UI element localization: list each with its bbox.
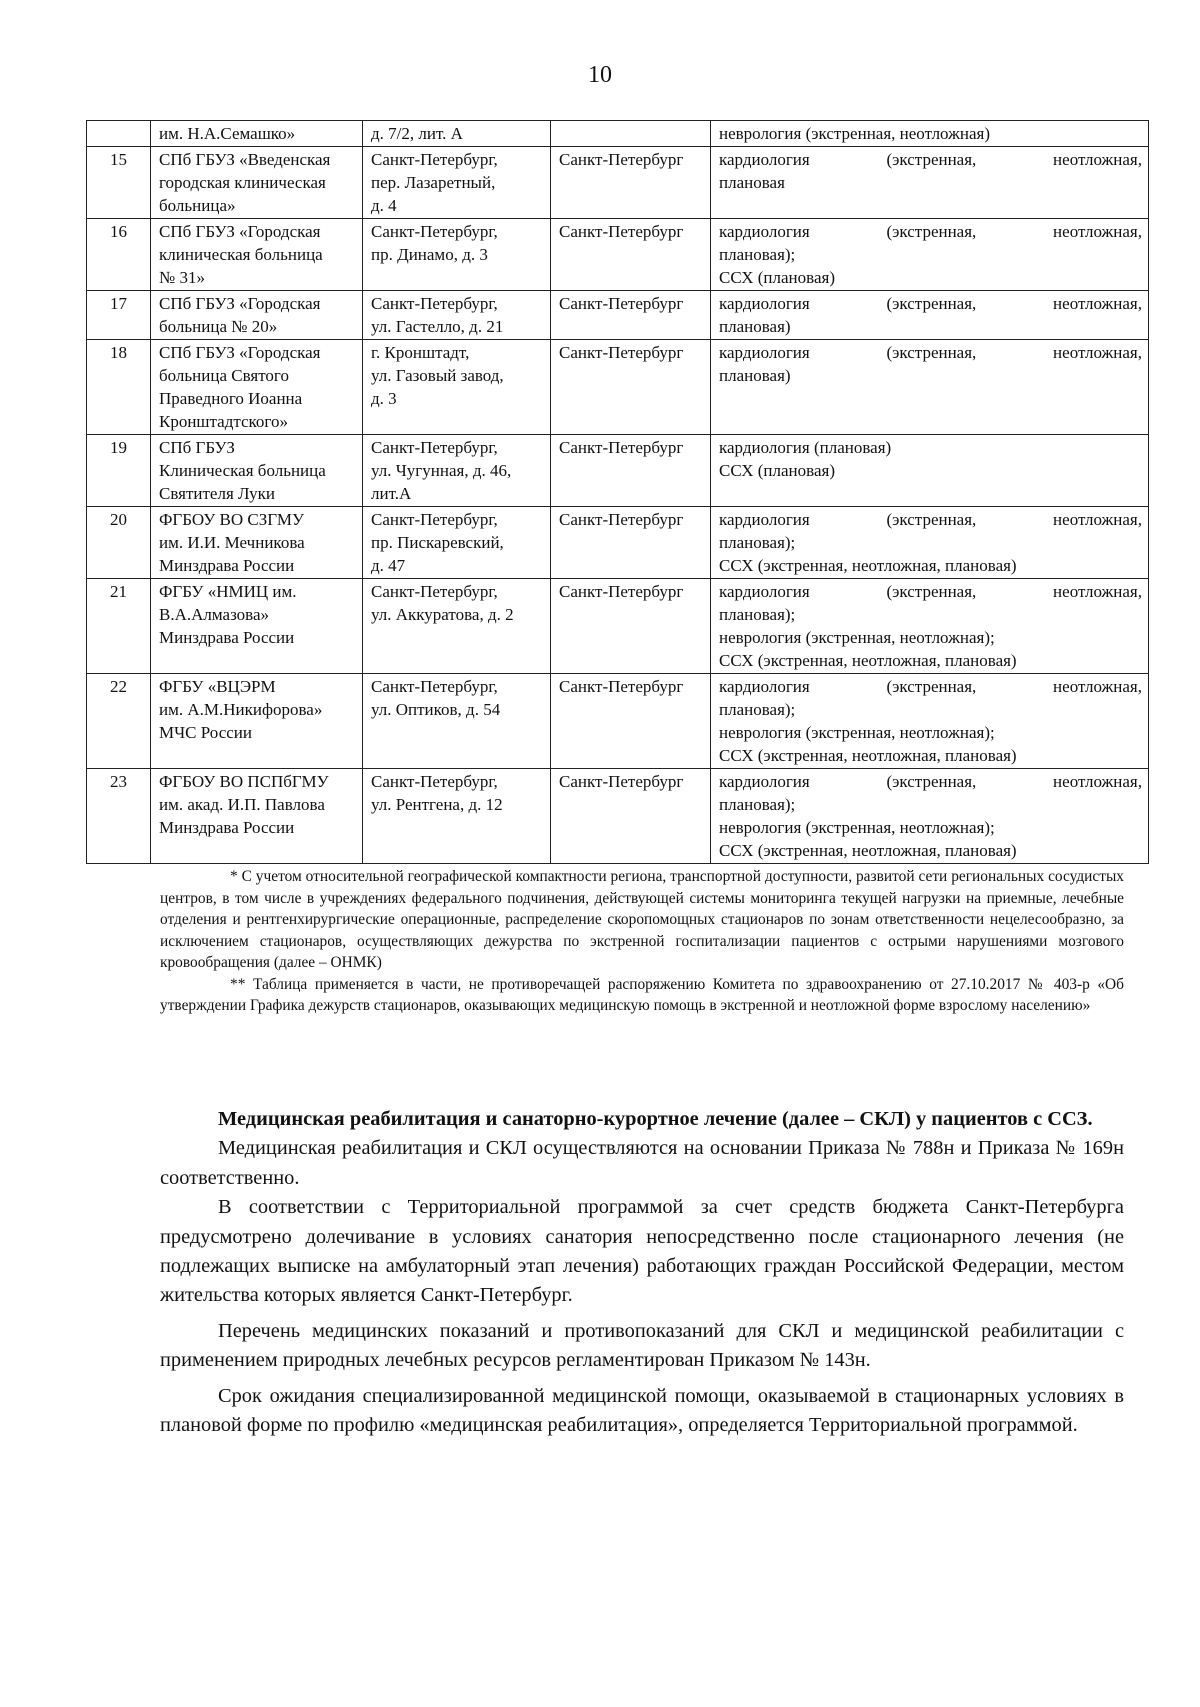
profile-line: неврология (экстренная, неотложная): [719, 124, 991, 143]
city-cell: [551, 121, 711, 147]
address-cell: [363, 147, 551, 219]
city-cell: [551, 147, 711, 219]
name-line: им. акад. И.П. Павлова: [159, 795, 325, 814]
profile-cell: [711, 674, 1149, 769]
profile-line: плановая);: [719, 533, 796, 552]
profile-line: кардиология (плановая): [719, 438, 892, 457]
institution-name-cell: [151, 219, 363, 291]
hospital-table-wrapper: [86, 120, 1148, 864]
profile-line: кардиология (экстренная, неотложная,: [719, 510, 1142, 529]
profile-line: кардиология (экстренная, неотложная,: [719, 772, 1142, 791]
institution-name-cell: [151, 769, 363, 864]
address-line: д. 3: [371, 389, 397, 408]
address-line: Санкт-Петербург,: [371, 438, 498, 457]
name-line: СПб ГБУЗ «Городская: [159, 222, 321, 241]
row-number: 16: [110, 222, 127, 241]
address-cell: [363, 435, 551, 507]
table-row: [87, 674, 1149, 769]
name-line: № 31»: [159, 268, 205, 287]
table-row: [87, 291, 1149, 340]
address-line: пр. Динамо, д. 3: [371, 245, 488, 264]
institution-name-cell: [151, 435, 363, 507]
name-line: Минздрава России: [159, 818, 295, 837]
address-line: ул. Газовый завод,: [371, 366, 504, 385]
city-cell: [551, 340, 711, 435]
address-cell: [363, 579, 551, 674]
row-number-cell: [87, 579, 151, 674]
name-line: больница Святого: [159, 366, 289, 385]
profile-line: плановая): [719, 317, 791, 336]
name-line: ФГБОУ ВО ПСПбГМУ: [159, 772, 329, 791]
profile-line: плановая: [719, 173, 785, 192]
name-line: МЧС России: [159, 723, 252, 742]
address-line: ул. Аккуратова, д. 2: [371, 605, 514, 624]
address-line: ул. Оптиков, д. 54: [371, 700, 501, 719]
row-number-cell: [87, 435, 151, 507]
city-cell: [551, 579, 711, 674]
profile-line: плановая);: [719, 605, 796, 624]
address-cell: [363, 121, 551, 147]
city-text: Санкт-Петербург: [559, 438, 684, 457]
address-line: д. 7/2, лит. А: [371, 124, 463, 143]
city-text: Санкт-Петербург: [559, 294, 684, 313]
profile-cell: [711, 507, 1149, 579]
institution-name-cell: [151, 340, 363, 435]
paragraph-2: В соответствии с Территориальной программой за счет средств бюджета Санкт-Петербурга предусмотрено долечивание в условиях санатория непосредственно после стационарного лечения (не подлежащих выписке на амбулаторный этап лечения) работающих граждан Российской Федерации, местом жительства которых является Санкт-Петербург.: [160, 1196, 1124, 1307]
row-number-cell: [87, 769, 151, 864]
address-line: ул. Чугунная, д. 46,: [371, 461, 512, 480]
profile-line: кардиология (экстренная, неотложная,: [719, 343, 1142, 362]
section-heading: Медицинская реабилитация и санаторно-курортное лечение (далее – СКЛ) у пациентов с ССЗ.: [218, 1108, 1093, 1130]
profile-cell: [711, 147, 1149, 219]
name-line: ФГБУ «ВЦЭРМ: [159, 677, 276, 696]
profile-line: кардиология (экстренная, неотложная,: [719, 582, 1142, 601]
profile-line: ССХ (экстренная, неотложная, плановая): [719, 841, 1017, 860]
name-line: Минздрава России: [159, 556, 295, 575]
address-cell: [363, 291, 551, 340]
table-row: [87, 219, 1149, 291]
hospital-table: [86, 120, 1149, 864]
city-cell: [551, 769, 711, 864]
profile-line: плановая): [719, 366, 791, 385]
row-number-cell: [87, 291, 151, 340]
address-line: Санкт-Петербург,: [371, 150, 498, 169]
footnote-2: ** Таблица применяется в части, не противоречащей распоряжению Комитета по здравоохранению от 27.10.2017 № 403-р «Об утверждении Графика дежурств стационаров, оказывающих медицинскую помощь в экстренной и неотложной форме взрослому населению»: [160, 975, 1124, 1014]
table-footnotes: [160, 866, 1124, 1017]
address-line: г. Кронштадт,: [371, 343, 470, 362]
table-row: [87, 435, 1149, 507]
address-line: д. 4: [371, 196, 397, 215]
profile-line: плановая);: [719, 245, 796, 264]
profile-line: неврология (экстренная, неотложная);: [719, 818, 995, 837]
city-cell: [551, 219, 711, 291]
city-text: Санкт-Петербург: [559, 582, 684, 601]
city-text: Санкт-Петербург: [559, 222, 684, 241]
address-line: ул. Гастелло, д. 21: [371, 317, 504, 336]
table-row: [87, 340, 1149, 435]
name-line: им. И.И. Мечникова: [159, 533, 305, 552]
profile-line: ССХ (плановая): [719, 268, 835, 287]
institution-name-cell: [151, 674, 363, 769]
institution-name-cell: [151, 579, 363, 674]
profile-line: кардиология (экстренная, неотложная,: [719, 222, 1142, 241]
institution-name-cell: [151, 121, 363, 147]
address-line: лит.А: [371, 484, 412, 503]
city-cell: [551, 674, 711, 769]
profile-line: кардиология (экстренная, неотложная,: [719, 150, 1142, 169]
profile-line: неврология (экстренная, неотложная);: [719, 628, 995, 647]
name-line: Кронштадтского»: [159, 412, 288, 431]
name-line: СПб ГБУЗ «Городская: [159, 294, 321, 313]
name-line: СПб ГБУЗ: [159, 438, 235, 457]
address-line: Санкт-Петербург,: [371, 677, 498, 696]
name-line: больница»: [159, 196, 236, 215]
paragraph-4: Срок ожидания специализированной медицинской помощи, оказываемой в стационарных условиях в плановой форме по профилю «медицинская реабилитация», определяется Территориальной программой.: [160, 1384, 1124, 1437]
table-row: [87, 507, 1149, 579]
hospital-table-body: [87, 121, 1149, 864]
profile-line: плановая);: [719, 795, 796, 814]
institution-name-cell: [151, 507, 363, 579]
row-number-cell: [87, 507, 151, 579]
profile-cell: [711, 121, 1149, 147]
table-row: [87, 147, 1149, 219]
name-line: Праведного Иоанна: [159, 389, 303, 408]
institution-name-cell: [151, 147, 363, 219]
address-cell: [363, 340, 551, 435]
city-text: Санкт-Петербург: [559, 150, 684, 169]
profile-cell: [711, 291, 1149, 340]
name-line: им. А.М.Никифорова»: [159, 700, 323, 719]
row-number-cell: [87, 147, 151, 219]
name-line: В.А.Алмазова»: [159, 605, 270, 624]
city-cell: [551, 291, 711, 340]
name-line: Клиническая больница: [159, 461, 326, 480]
row-number-cell: [87, 674, 151, 769]
name-line: ФГБОУ ВО СЗГМУ: [159, 510, 304, 529]
footnote-1: * С учетом относительной географической компактности региона, транспортной доступности, развитой сети региональных сосудистых центров, в том числе в учреждениях федерального подчинения, действующей системы мониторинга текущей нагрузки на приемные, лечебные отделения и рентгенхирургические операционные, распределение скоропомощных стационаров по зонам ответственности нецелесообразно, за исключением стационаров, осуществляющих дежурства по экстренной госпитализации пациентов с острыми нарушениями мозгового кровообращения (далее – ОНМК): [160, 868, 1124, 971]
row-number: 19: [110, 438, 127, 457]
address-line: пр. Пискаревский,: [371, 533, 504, 552]
profile-line: кардиология (экстренная, неотложная,: [719, 677, 1142, 696]
address-line: Санкт-Петербург,: [371, 222, 498, 241]
row-number: 23: [110, 772, 127, 791]
address-cell: [363, 507, 551, 579]
row-number-cell: [87, 121, 151, 147]
table-row: [87, 579, 1149, 674]
profile-line: ССХ (плановая): [719, 461, 835, 480]
paragraph-1: Медицинская реабилитация и СКЛ осуществляются на основании Приказа № 788н и Приказа № 169н соответственно.: [160, 1137, 1124, 1189]
profile-line: ССХ (экстренная, неотложная, плановая): [719, 746, 1017, 765]
profile-cell: [711, 769, 1149, 864]
profile-line: неврология (экстренная, неотложная);: [719, 723, 995, 742]
city-text: Санкт-Петербург: [559, 510, 684, 529]
profile-line: плановая);: [719, 700, 796, 719]
profile-line: ССХ (экстренная, неотложная, плановая): [719, 651, 1017, 670]
address-line: Санкт-Петербург,: [371, 510, 498, 529]
paragraph-3: Перечень медицинских показаний и противопоказаний для СКЛ и медицинской реабилитации с применением природных лечебных ресурсов регламентирован Приказом № 143н.: [160, 1319, 1124, 1372]
city-text: Санкт-Петербург: [559, 677, 684, 696]
row-number-cell: [87, 340, 151, 435]
address-line: ул. Рентгена, д. 12: [371, 795, 503, 814]
name-line: ФГБУ «НМИЦ им.: [159, 582, 297, 601]
name-line: СПб ГБУЗ «Введенская: [159, 150, 331, 169]
address-line: пер. Лазаретный,: [371, 173, 496, 192]
city-text: Санкт-Петербург: [559, 772, 684, 791]
city-cell: [551, 507, 711, 579]
rehabilitation-section: [160, 1105, 1124, 1440]
institution-name-cell: [151, 291, 363, 340]
page-number: 10: [588, 62, 612, 88]
city-cell: [551, 435, 711, 507]
name-line: им. Н.А.Семашко»: [159, 124, 296, 143]
table-row: [87, 121, 1149, 147]
row-number: 18: [110, 343, 127, 362]
name-line: Минздрава России: [159, 628, 295, 647]
row-number-cell: [87, 219, 151, 291]
address-line: Санкт-Петербург,: [371, 294, 498, 313]
row-number: 17: [110, 294, 127, 313]
profile-cell: [711, 340, 1149, 435]
city-text: Санкт-Петербург: [559, 343, 684, 362]
address-cell: [363, 219, 551, 291]
address-cell: [363, 674, 551, 769]
name-line: СПб ГБУЗ «Городская: [159, 343, 321, 362]
row-number: 15: [110, 150, 127, 169]
profile-line: ССХ (экстренная, неотложная, плановая): [719, 556, 1017, 575]
name-line: больница № 20»: [159, 317, 278, 336]
table-row: [87, 769, 1149, 864]
profile-cell: [711, 579, 1149, 674]
name-line: Святителя Луки: [159, 484, 275, 503]
profile-cell: [711, 219, 1149, 291]
profile-cell: [711, 435, 1149, 507]
address-line: д. 47: [371, 556, 406, 575]
address-cell: [363, 769, 551, 864]
profile-line: кардиология (экстренная, неотложная,: [719, 294, 1142, 313]
row-number: 20: [110, 510, 127, 529]
name-line: клиническая больница: [159, 245, 323, 264]
row-number: 21: [110, 582, 127, 601]
row-number: 22: [110, 677, 127, 696]
address-line: Санкт-Петербург,: [371, 582, 498, 601]
address-line: Санкт-Петербург,: [371, 772, 498, 791]
name-line: городская клиническая: [159, 173, 326, 192]
